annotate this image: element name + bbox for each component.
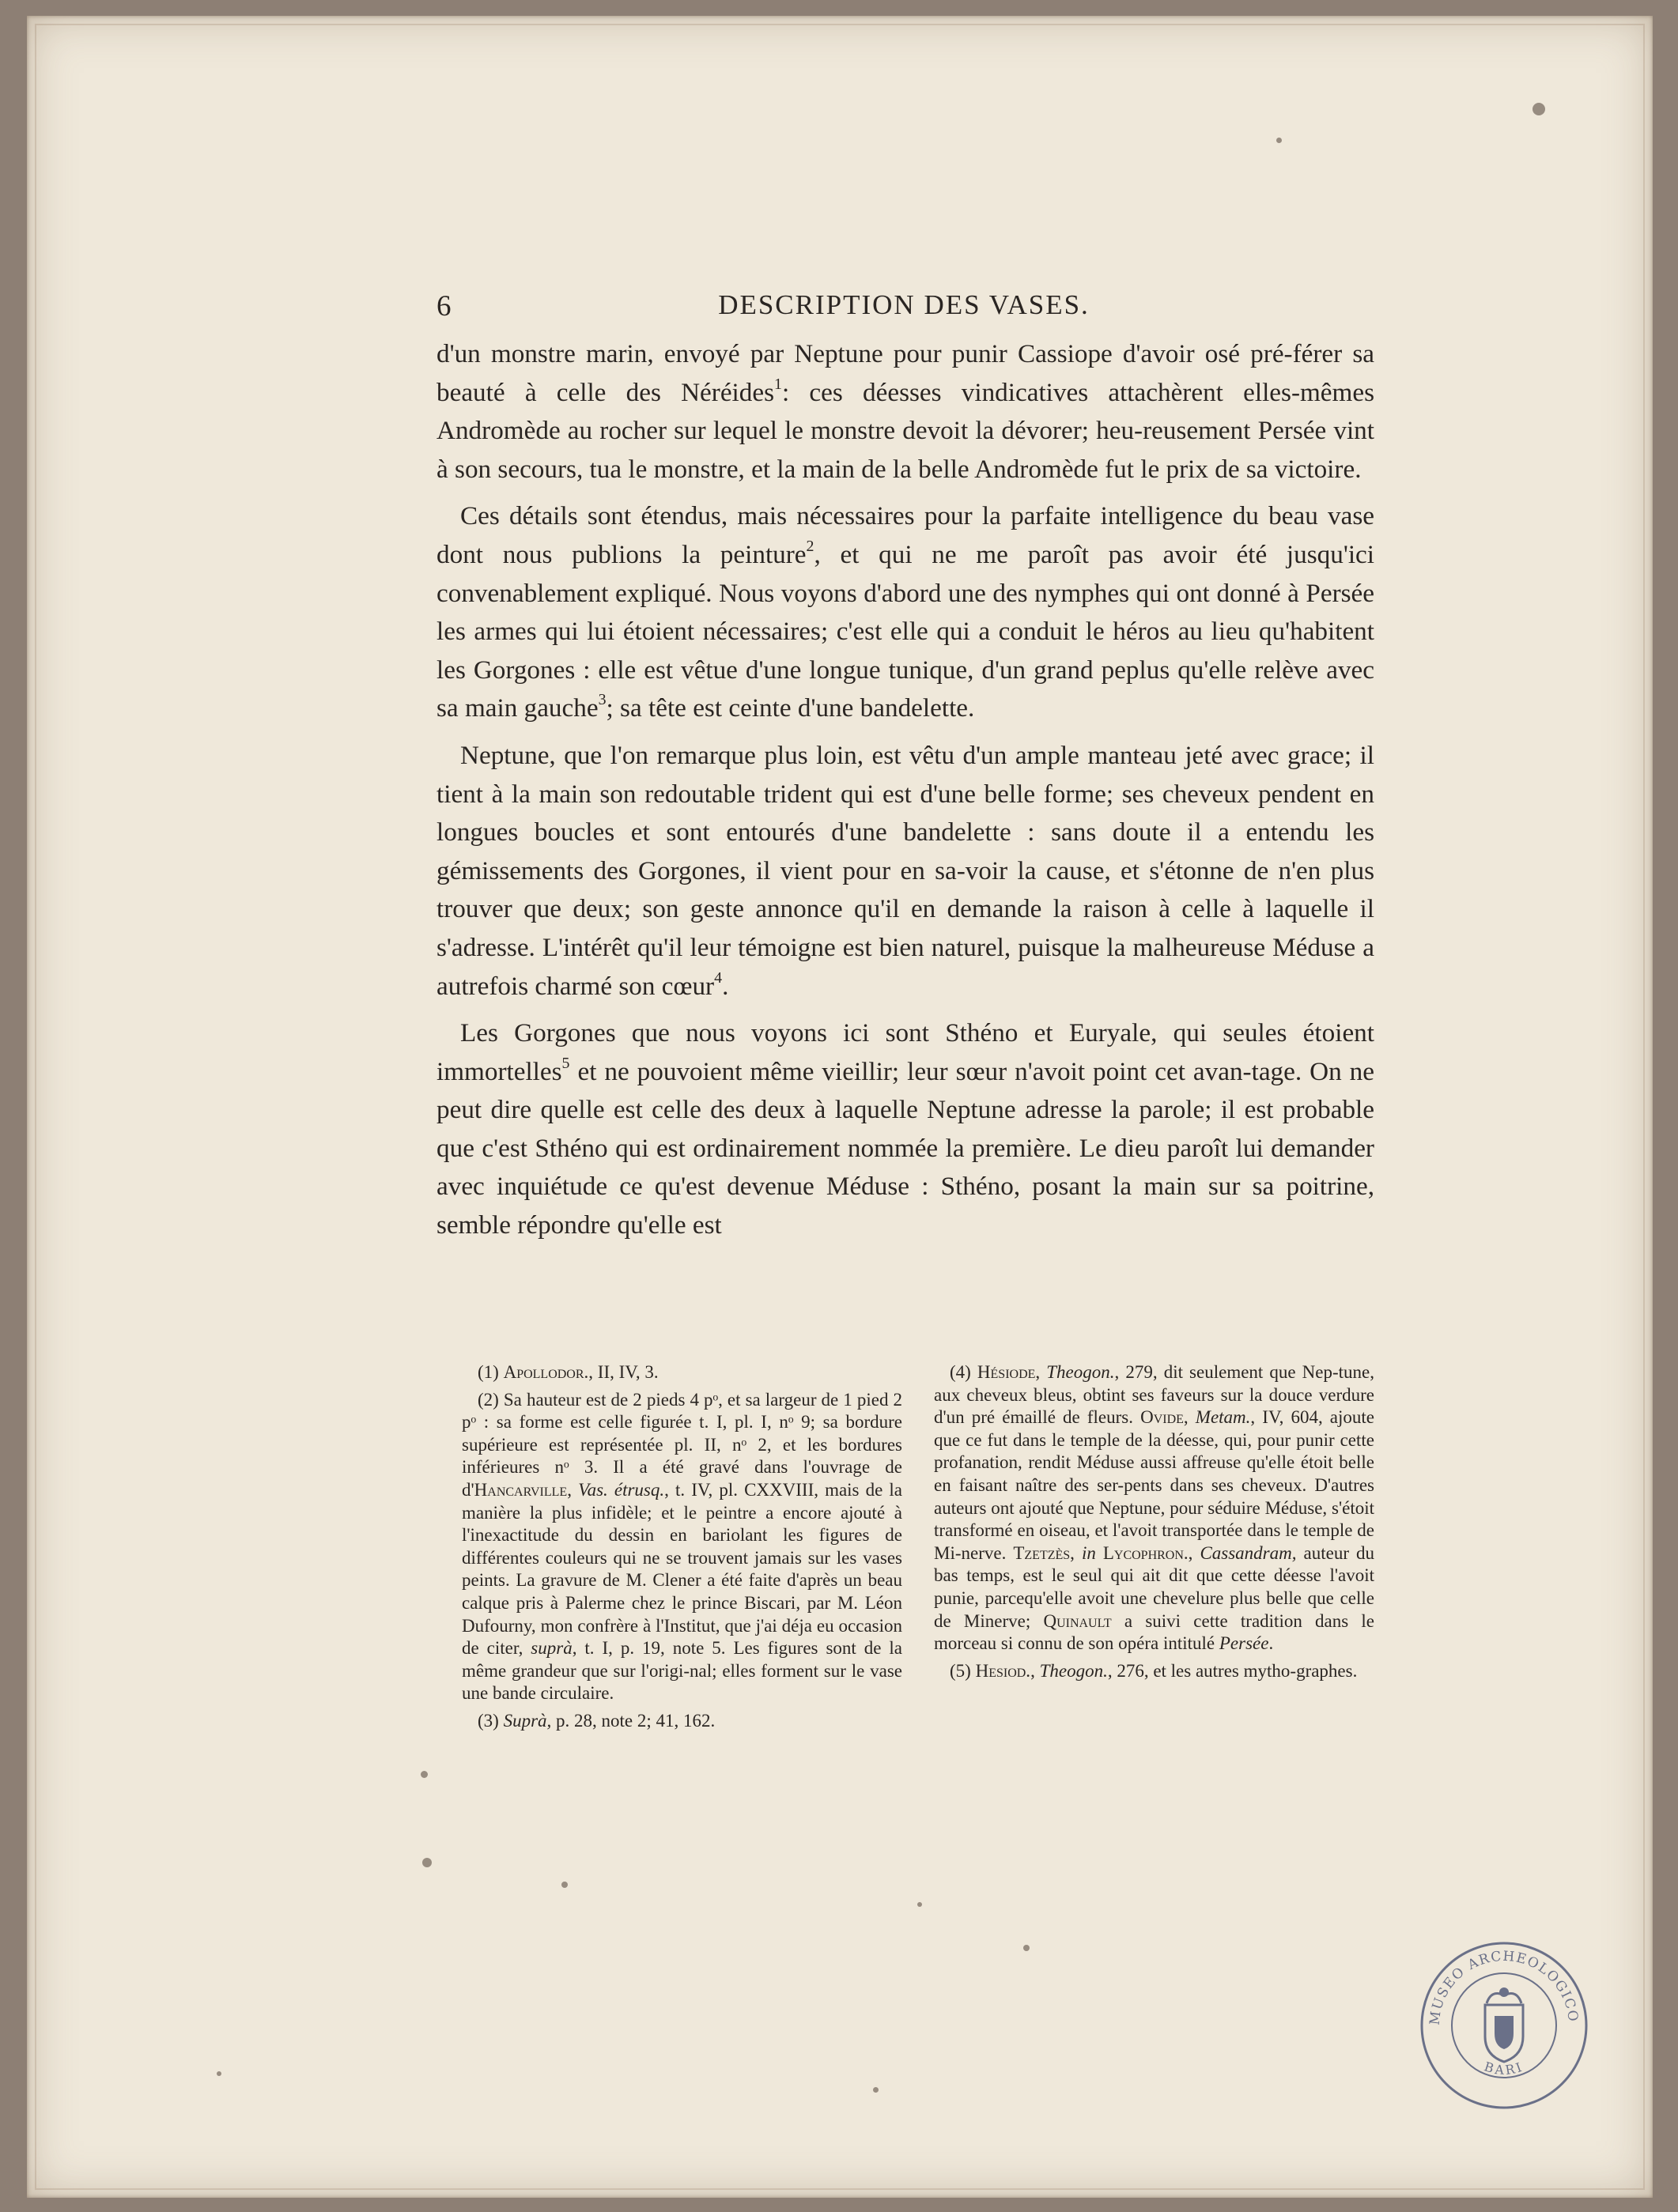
footnote-ref[interactable]: 3 <box>598 691 607 709</box>
foxing-spot <box>217 2071 221 2076</box>
main-text <box>437 335 1374 1245</box>
footnotes <box>462 1361 1374 1733</box>
paragraph: d'un monstre marin, envoyé par Neptune pour punir Cassiope d'avoir osé pré-férer sa beauté à celle des Néréides$^1$: ces déesses vindicatives attachèrent elles-mêmes Andromède au rocher sur lequel le monstre devoit la dévorer; heu-reusement Persée vint à son secours, tua le monstre, et la main de la belle Andromède fut le prix de sa victoire. <box>437 339 1375 484</box>
page-header <box>433 289 1374 329</box>
footnote-2: (2) Sa hauteur est de 2 pieds 4 pᵒ, et sa largeur de 1 pied 2 pᵒ : sa forme est celle figurée t. I, pl. I, nᵒ 9; sa bordure supérieure est représentée pl. II, nᵒ 2, et les bordures inférieures nᵒ 3. Il a été gravé dans l'ouvrage de d'Hancarville, Vas. étrusq., t. IV, pl. CXXVIII, mais de la manière la plus infidèle; et le peintre a encore ajouté à l'inexactitude du dessin en bariolant les figures de différentes couleurs qui ne se trouvent jamais sur les vases peints. La gravure de M. Clener a été faite d'après un beau calque pris à Palerme chez le prince Biscari, par M. Léon Dufourny, mon confrère à l'Institut, que j'ai déja eu occasion de citer, suprà, t. I, p. 19, note 5. Les figures sont de la même grandeur que sur l'origi-nal; elles forment sur le vase une bande circulaire. <box>462 1389 903 1704</box>
foxing-spot <box>561 1882 568 1888</box>
foxing-spot <box>873 2087 879 2093</box>
foxing-spot <box>421 1771 428 1778</box>
footnotes-right-column <box>934 1361 1374 1733</box>
coat-of-arms-icon <box>1485 1987 1523 2062</box>
footnote-5: (5) Hesiod., Theogon., 276, et les autres mytho-graphes. <box>950 1660 1358 1681</box>
foxing-spot <box>917 1902 922 1907</box>
footnote-3: (3) Suprà, p. 28, note 2; 41, 162. <box>478 1710 716 1731</box>
footnote-ref[interactable]: 5 <box>561 1054 570 1072</box>
museum-stamp <box>1419 1940 1589 2111</box>
paragraph: Ces détails sont étendus, mais nécessaires pour la parfaite intelligence du beau vase dont nous publions la peinture$^2$, et qui ne me paroît pas avoir été jusqu'ici convenablement expliqué. Nous voyons d'abord une des nymphes qui ont donné à Persée les armes qui lui étoient nécessaires; c'est elle qui a conduit le héros au lieu qu'habitent les Gorgones : elle est vêtue d'une longue tunique, d'un grand peplus qu'elle relève avec sa main gauche$^3$; sa tête est ceinte d'une bandelette. <box>437 501 1374 723</box>
stamp-city: BARI <box>1482 2059 1526 2078</box>
running-head: DESCRIPTION DES VASES. <box>718 289 1090 320</box>
foxing-spot <box>1276 138 1282 143</box>
footnotes-left-column <box>462 1361 902 1733</box>
stamp-text: MUSEO ARCHEOLOGICO <box>1427 1948 1582 2026</box>
footnote-ref[interactable]: 2 <box>806 538 814 556</box>
stamp-seal-icon <box>1419 1940 1589 2111</box>
footnote-ref[interactable]: 4 <box>714 968 723 987</box>
paragraph: Neptune, que l'on remarque plus loin, est vêtu d'un ample manteau jeté avec grace; il tient à la main son redoutable trident qui est d'une belle forme; ses cheveux pendent en longues boucles et sont entourés d'une bandelette : sans doute il a entendu les gémissements des Gorgones, il vient pour en sa-voir la cause, et s'étonne de n'en plus trouver que deux; son geste annonce qu'il en demande la raison à celle à laquelle il s'adresse. L'intérêt qu'il leur témoigne est bien naturel, puisque la malheureuse Méduse a autrefois charmé son cœur$^4$. <box>437 740 1374 1001</box>
foxing-spot <box>1023 1945 1030 1951</box>
footnote-ref[interactable]: 1 <box>774 375 782 393</box>
paragraph: Les Gorgones que nous voyons ici sont Sthéno et Euryale, qui seules étoient immortelles$^5$ et ne pouvoient même vieillir; leur sœur n'avoit point cet avan-tage. On ne peut dire quelle est celle des deux à laquelle Neptune adresse la parole; il est probable que c'est Sthéno qui est ordinairement nommée la première. Le dieu paroît lui demander avec inquiétude ce qu'est devenue Méduse : Sthéno, posant la main sur sa poitrine, semble répondre qu'elle est <box>437 1018 1374 1240</box>
foxing-spot <box>1532 103 1545 115</box>
footnote-1: (1) Apollodor., II, IV, 3. <box>478 1362 659 1382</box>
page-number: 6 <box>437 290 452 323</box>
footnote-4: (4) Hésiode, Theogon., 279, dit seulement que Nep-tune, aux cheveux bleus, obtint ses faveurs sur la douce verdure d'un pré émaillé de fleurs. Ovide, Metam., IV, 604, ajoute que ce fut dans le temple de la déesse, qui, pour punir cette profanation, rendit Méduse aussi affreuse qu'elle étoit belle en faisant naître des ser-pents dans ses cheveux. D'autres auteurs ont ajouté que Neptune, pour séduire Méduse, s'étoit transformé en oiseau, et l'avoit transportée dans le temple de Mi-nerve. Tzetzès, in Lycophron., Cassandram, auteur du bas temps, est le seul qui ait dit que cette déesse l'avoit punie, parcequ'elle avoit une chevelure plus belle que celle de Minerve; Quinault a suivi cette tradition dans le morceau si connu de son opéra intitulé Persée. <box>934 1362 1375 1654</box>
foxing-spot <box>422 1858 432 1867</box>
